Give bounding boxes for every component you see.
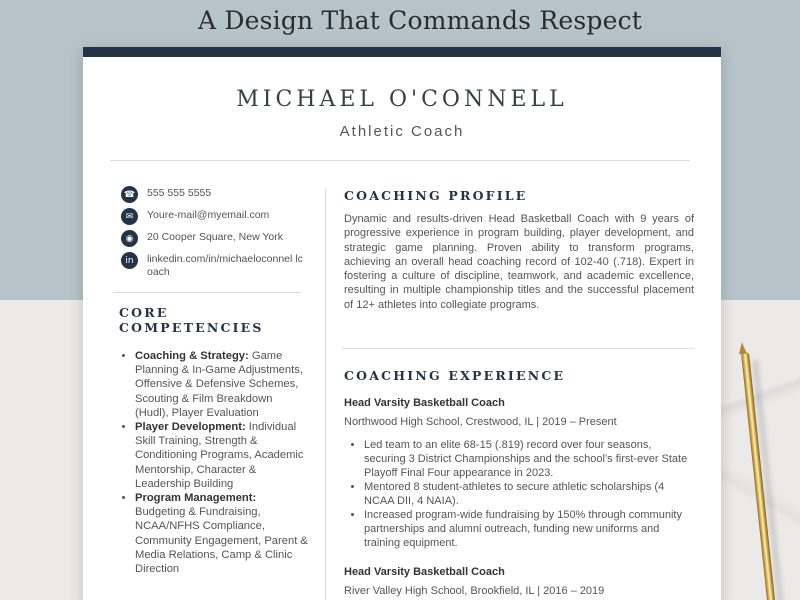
contact-email-text: Youre-mail@myemail.com	[147, 209, 270, 221]
column-divider	[325, 189, 326, 600]
job-organization: Northwood High School, Crestwood, IL | 2019 – Present	[344, 416, 617, 428]
resume-top-bar	[83, 47, 721, 57]
linkedin-icon: in	[121, 252, 138, 269]
list-item: • Increased program-wide fundraising by 150% through community partnerships and alumni outreach, funding new uniforms and training equipment.	[364, 508, 694, 550]
competency-label: Program Management:	[135, 492, 257, 505]
phone-icon: ☎	[121, 186, 138, 203]
pen-tip-icon	[738, 342, 747, 355]
contact-list	[121, 186, 311, 284]
coaching-profile-text: Dynamic and results-driven Head Basketball Coach with 9 years of progressive experience in program building, player development, and strategic game planning. Proven ability to transform programs, achieving an overall head coaching record of 102-40 (.718). Expert in fostering a culture of discipline, teamwork, and academic excellence, resulting in multiple championship titles and the successful placement of 12+ athletes into collegiate programs.	[344, 213, 694, 311]
core-competencies-section	[119, 305, 309, 576]
section-divider	[342, 348, 694, 349]
contact-divider	[113, 292, 301, 293]
core-competencies-title: CORE COMPETENCIES	[119, 305, 264, 335]
competency-text: Individual Skill Training, Strength & Conditioning Programs, Academic Mentorship, Character & Leadership Building	[135, 421, 304, 490]
email-icon: ✉	[121, 208, 138, 225]
list-item: • Mentored 8 student-athletes to secure athletic scholarships (4 NCAA DII, 4 NAIA).	[364, 480, 694, 508]
job-organization: River Valley High School, Brookfield, IL | 2016 – 2019	[344, 585, 605, 597]
core-competencies-list	[119, 349, 309, 576]
list-item	[135, 349, 309, 420]
header-divider	[110, 160, 690, 161]
coaching-profile-section	[344, 188, 694, 312]
resume-name: MICHAEL O'CONNELL	[236, 87, 568, 112]
contact-address-text: 20 Cooper Square, New York	[147, 231, 284, 243]
competency-label: Player Development:	[135, 421, 246, 434]
contact-address	[121, 230, 311, 247]
list-item: • Led team to an elite 68-15 (.819) record over four seasons, securing 3 District Championships and the school’s first-ever State Playoff Final Four appearance in 2023.	[364, 438, 694, 480]
job-title: Head Varsity Basketball Coach	[344, 566, 505, 578]
job-bullets	[344, 438, 694, 550]
competency-label: Coaching & Strategy:	[135, 350, 249, 362]
contact-phone-text: 555 555 5555	[147, 187, 212, 199]
coaching-profile-title: COACHING PROFILE	[344, 188, 528, 203]
contact-phone	[121, 186, 311, 203]
contact-linkedin	[121, 252, 311, 279]
location-icon: ◉	[121, 230, 138, 247]
contact-email	[121, 208, 311, 225]
coaching-experience-title: COACHING EXPERIENCE	[344, 368, 566, 383]
coaching-experience-section	[344, 368, 694, 597]
resume-page	[83, 47, 721, 600]
list-item	[135, 491, 309, 576]
competency-text: Game Planning & In-Game Adjustments, Offensive & Defensive Schemes, Scouting & Film Breakdown (Hudl), Player Evaluation	[135, 350, 303, 419]
contact-linkedin-text: linkedin.com/in/michaeloconnel lcoach	[147, 253, 303, 278]
competency-text: Budgeting & Fundraising, NCAA/NFHS Compliance, Community Engagement, Parent & Media Relations, Camp & Clinic Direction	[135, 506, 308, 576]
list-item	[135, 420, 309, 491]
job-title: Head Varsity Basketball Coach	[344, 397, 505, 409]
resume-role: Athletic Coach	[339, 123, 465, 140]
headline: A Design That Commands Respect	[197, 6, 643, 35]
